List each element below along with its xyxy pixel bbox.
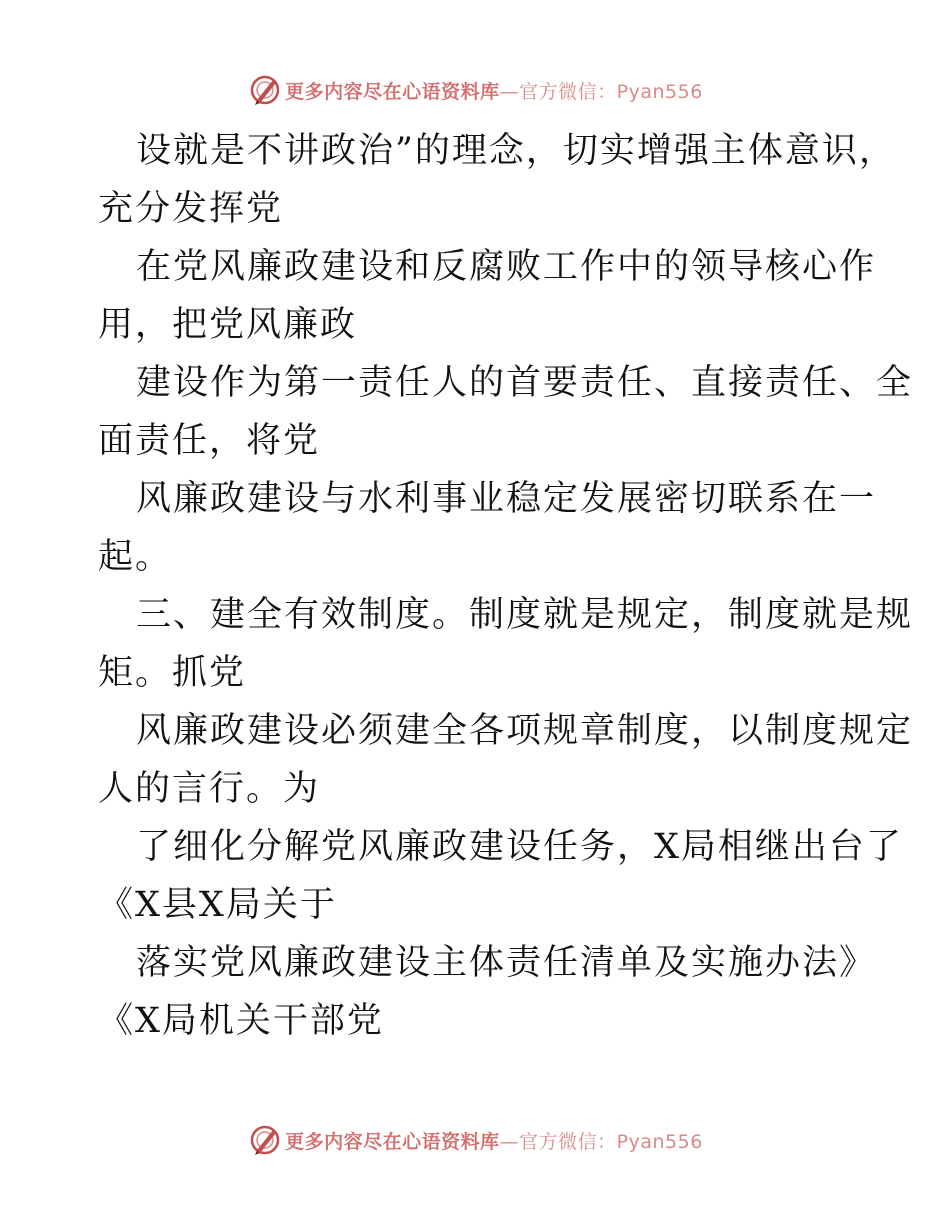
watermark-brand: 更多内容尽在心语资料库 [285, 80, 500, 103]
text-line: 起。 [98, 537, 173, 577]
pen-logo-icon [247, 72, 283, 108]
text-line: 在党风廉政建设和反腐败工作中的领导核心作 [136, 247, 877, 287]
text-line: 面责任，将党 [98, 421, 321, 461]
text-line: 了细化分解党风廉政建设任务，X局相继出台了 [136, 827, 903, 867]
text-line: 落实党风廉政建设主体责任清单及实施办法》 [136, 943, 877, 983]
text-line: 三、建全有效制度。制度就是规定，制度就是规 [136, 595, 914, 635]
footer-watermark [0, 1120, 950, 1160]
text-line: 建设作为第一责任人的首要责任、直接责任、全 [136, 363, 914, 403]
text-line: 人的言行。为 [98, 769, 321, 809]
pen-logo-icon [247, 1122, 283, 1158]
text-line: 《X局机关干部党 [98, 1001, 384, 1041]
text-line: 《X县X局关于 [98, 885, 337, 925]
text-line: 矩。抓党 [98, 653, 247, 693]
text-line: 风廉政建设与水利事业稳定发展密切联系在一 [136, 479, 877, 519]
text-line: 风廉政建设必须建全各项规章制度，以制度规定 [136, 711, 914, 751]
text-line: 充分发挥党 [98, 189, 284, 229]
text-line: 设就是不讲政治”的理念，切实增强主体意识， [136, 131, 896, 171]
watermark-contact: —官方微信：Pyan556 [499, 1130, 703, 1153]
watermark-brand: 更多内容尽在心语资料库 [285, 1130, 500, 1153]
text-line: 用，把党风廉政 [98, 305, 358, 345]
watermark-contact: —官方微信：Pyan556 [499, 80, 703, 103]
header-watermark [0, 70, 950, 110]
